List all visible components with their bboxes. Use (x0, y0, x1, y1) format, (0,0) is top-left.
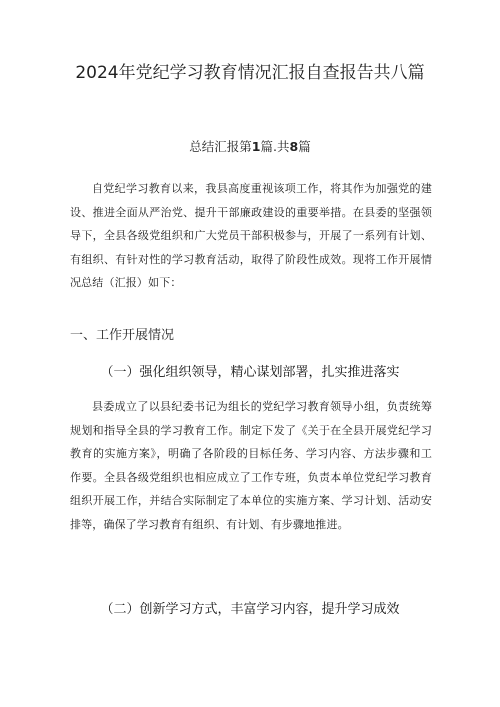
subtitle-middle: 篇.共 (260, 139, 290, 154)
intro-paragraph: 自党纪学习教育以来，我县高度重视该项工作，将其作为加强党的建设、推进全面从严治党、提升干部廉政建设的重要举措。在县委的坚强领导下，全县各级党组织和广大党员干部积极参与，开展了一系列有计划、有组织、有针对性的学习教育活动，取得了阶段性成效。现将工作开展情况总结（汇报）如下： (70, 182, 432, 289)
subtitle-current-number: 1 (251, 139, 261, 154)
section-1-heading: 一、工作开展情况 (70, 328, 175, 343)
subtitle-prefix: 总结汇报第 (189, 139, 252, 154)
subsection-2-heading: （二）创新学习方式，丰富学习内容，提升学习成效 (100, 602, 400, 617)
subtitle-total-number: 8 (289, 139, 299, 154)
document-title: 2024年党纪学习教育情况汇报自查报告共八篇 (75, 63, 425, 83)
subsection-1-paragraph: 县委成立了以县纪委书记为组长的党纪学习教育领导小组，负责统筹规划和指导全县的学习教育工作。制定下发了《关于在全县开展党纪学习教育的实施方案》，明确了各阶段的目标任务、学习内容、方法步骤和工作要。全县各级党组织也相应成立了工作专班，负责本单位党纪学习教育组织开展工作，并结合实际制定了本单位的实施方案、学习计划、活动安排等，确保了学习教育有组织、有计划、有步骤地推进。 (70, 400, 432, 531)
document-subtitle (0, 137, 500, 155)
subtitle-suffix: 篇 (298, 139, 311, 154)
subsection-1-heading: （一）强化组织领导，精心谋划部署，扎实推进落实 (100, 365, 400, 380)
